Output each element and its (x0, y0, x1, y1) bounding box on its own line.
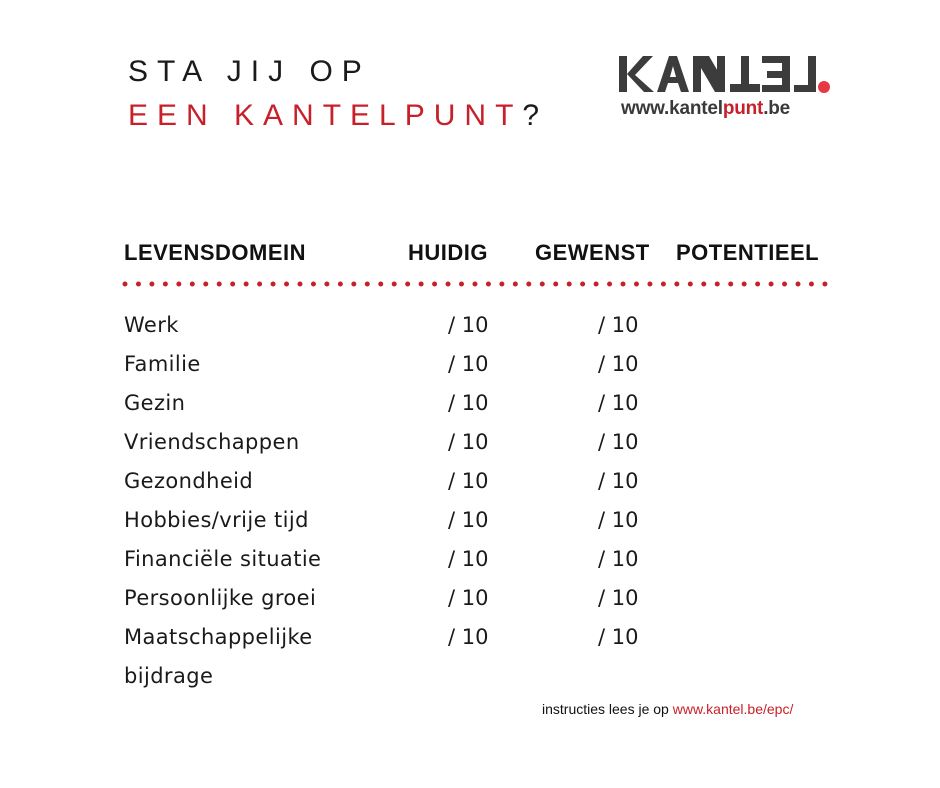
score-desired: / 10 (598, 586, 639, 610)
logo-url (621, 98, 790, 120)
table-row (0, 540, 940, 576)
footer-instructions (542, 701, 793, 717)
score-current: / 10 (448, 313, 489, 337)
table-row (0, 462, 940, 498)
score-current: / 10 (448, 469, 489, 493)
table-row (0, 618, 940, 688)
score-current: / 10 (448, 352, 489, 376)
header-levensdomein: LEVENSDOMEIN (124, 240, 307, 265)
table-row (0, 579, 940, 615)
headline-line-2 (128, 94, 539, 138)
table-row (0, 345, 940, 381)
headline-line-1: STA JIJ OP (128, 55, 371, 88)
domain-label: Maatschappelijke bijdrage (124, 625, 313, 688)
domain-label: Financiële situatie (124, 547, 322, 571)
header-huidig: HUIDIG (408, 240, 488, 265)
kantel-logo (617, 52, 832, 122)
table-row (0, 501, 940, 537)
score-desired: / 10 (598, 625, 639, 649)
score-desired: / 10 (598, 352, 639, 376)
domain-label: Vriendschappen (124, 430, 300, 454)
score-desired: / 10 (598, 508, 639, 532)
footer-text: instructies lees je op (542, 701, 673, 717)
domain-label: Gezondheid (124, 469, 254, 493)
logo-url-suffix: .be (763, 98, 791, 119)
logo-url-prefix: www.kantel (621, 98, 723, 119)
header-potentieel: POTENTIEEL (676, 240, 820, 265)
domain-label: Persoonlijke groei (124, 586, 317, 610)
score-desired: / 10 (598, 547, 639, 571)
domain-label: Familie (124, 352, 201, 376)
score-current: / 10 (448, 391, 489, 415)
domain-label: Hobbies/vrije tijd (124, 508, 309, 532)
score-current: / 10 (448, 508, 489, 532)
score-current: / 10 (448, 430, 489, 454)
logo-red-dot (818, 81, 830, 93)
score-current: / 10 (448, 625, 489, 649)
headline-kantelpunt: EEN KANTELPUNT (128, 99, 523, 132)
header-gewenst: GEWENST (535, 240, 650, 265)
table-row (0, 384, 940, 420)
logo-url-red: punt (722, 98, 764, 119)
headline (128, 50, 539, 138)
table-row (0, 423, 940, 459)
score-current: / 10 (448, 547, 489, 571)
domain-label: Werk (124, 313, 179, 337)
kantel-wordmark-logo (617, 52, 832, 98)
score-desired: / 10 (598, 469, 639, 493)
score-desired: / 10 (598, 430, 639, 454)
domain-label: Gezin (124, 391, 186, 415)
dotted-divider (122, 279, 828, 289)
score-desired: / 10 (598, 313, 639, 337)
footer-link[interactable]: www.kantel.be/epc/ (672, 701, 794, 717)
table-row (0, 306, 940, 342)
table-header (0, 240, 940, 270)
headline-question-mark: ? (522, 99, 540, 132)
score-current: / 10 (448, 586, 489, 610)
score-desired: / 10 (598, 391, 639, 415)
